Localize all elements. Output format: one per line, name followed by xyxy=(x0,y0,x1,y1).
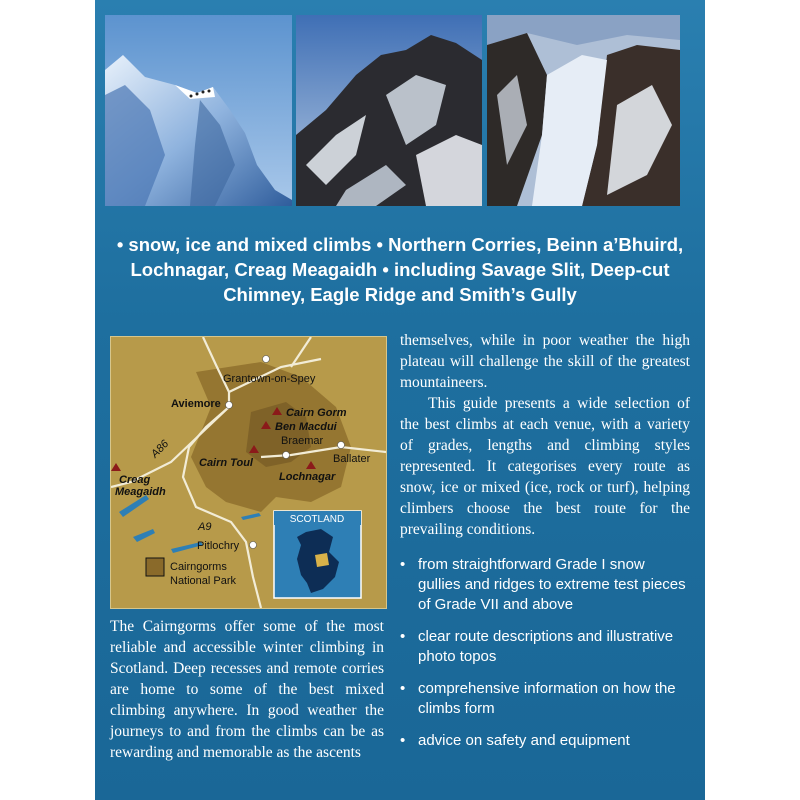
book-back-cover xyxy=(95,0,705,800)
label-aviemore: Aviemore xyxy=(171,398,221,410)
label-ballater: Ballater xyxy=(333,453,371,465)
feature-item: • from straightforward Grade I snow gullies and ridges to extreme test pieces of Grade VII and above xyxy=(400,555,690,615)
feature-item: • clear route descriptions and illustrative photo topos xyxy=(400,627,690,667)
label-cairn-gorm: Cairn Gorm xyxy=(286,407,347,419)
legend-swatch xyxy=(146,558,164,576)
label-lochnagar: Lochnagar xyxy=(279,471,336,483)
label-a86: A86 xyxy=(148,437,172,461)
feature-list xyxy=(400,555,690,763)
scotland-inset xyxy=(274,511,361,598)
inset-label: SCOTLAND xyxy=(289,514,345,525)
label-meagaidh: Meagaidh xyxy=(115,486,166,498)
label-pitlochry: Pitlochry xyxy=(197,540,240,552)
highlights-text: • snow, ice and mixed climbs • Northern Corries, Beinn a’Bhuird, Lochnagar, Creag Meagaidh • including Savage Slit, Deep-cut Chimney, Eagle Ridge and Smith’s Gully xyxy=(116,234,684,305)
intro-paragraph-guide: This guide presents a wide selection of the best climbs at each venue, with a variety of grades, lengths and climbing styles represented. It categorises every route as snow, ice or mixed (ice, rock or turf), helping climbers choose the best route for the prevailing conditions. xyxy=(400,395,690,538)
legend-line1: Cairngorms xyxy=(170,561,227,573)
feature-item: • comprehensive information on how the climbs form xyxy=(400,679,690,719)
label-ben-macdui: Ben Macdui xyxy=(275,421,337,433)
intro-paragraph-continued: themselves, while in poor weather the high plateau will challenge the skill of the greatest mountaineers. xyxy=(400,332,690,391)
intro-column-right xyxy=(400,330,690,540)
label-a9: A9 xyxy=(198,521,212,533)
intro-paragraph-left: The Cairngorms offer some of the most reliable and accessible winter climbing in Scotland. Deep recesses and remote corries are home to some of the best mixed climbing anywhere. In good weather the journeys to and from the climbs can be as rewarding and memorable as the ascents xyxy=(110,618,384,761)
photo-snowy-buttress xyxy=(296,15,482,206)
legend-line2: National Park xyxy=(170,575,237,587)
photo-snow-gully xyxy=(487,15,680,206)
feature-item: • advice on safety and equipment xyxy=(400,731,690,751)
label-cairn-toul: Cairn Toul xyxy=(199,457,253,469)
label-grantown: Grantown-on-Spey xyxy=(223,373,316,385)
photo-ice-climbers-ridge xyxy=(105,15,292,206)
label-braemar: Braemar xyxy=(281,435,324,447)
area-map xyxy=(110,336,387,609)
label-creag: Creag xyxy=(119,474,151,486)
